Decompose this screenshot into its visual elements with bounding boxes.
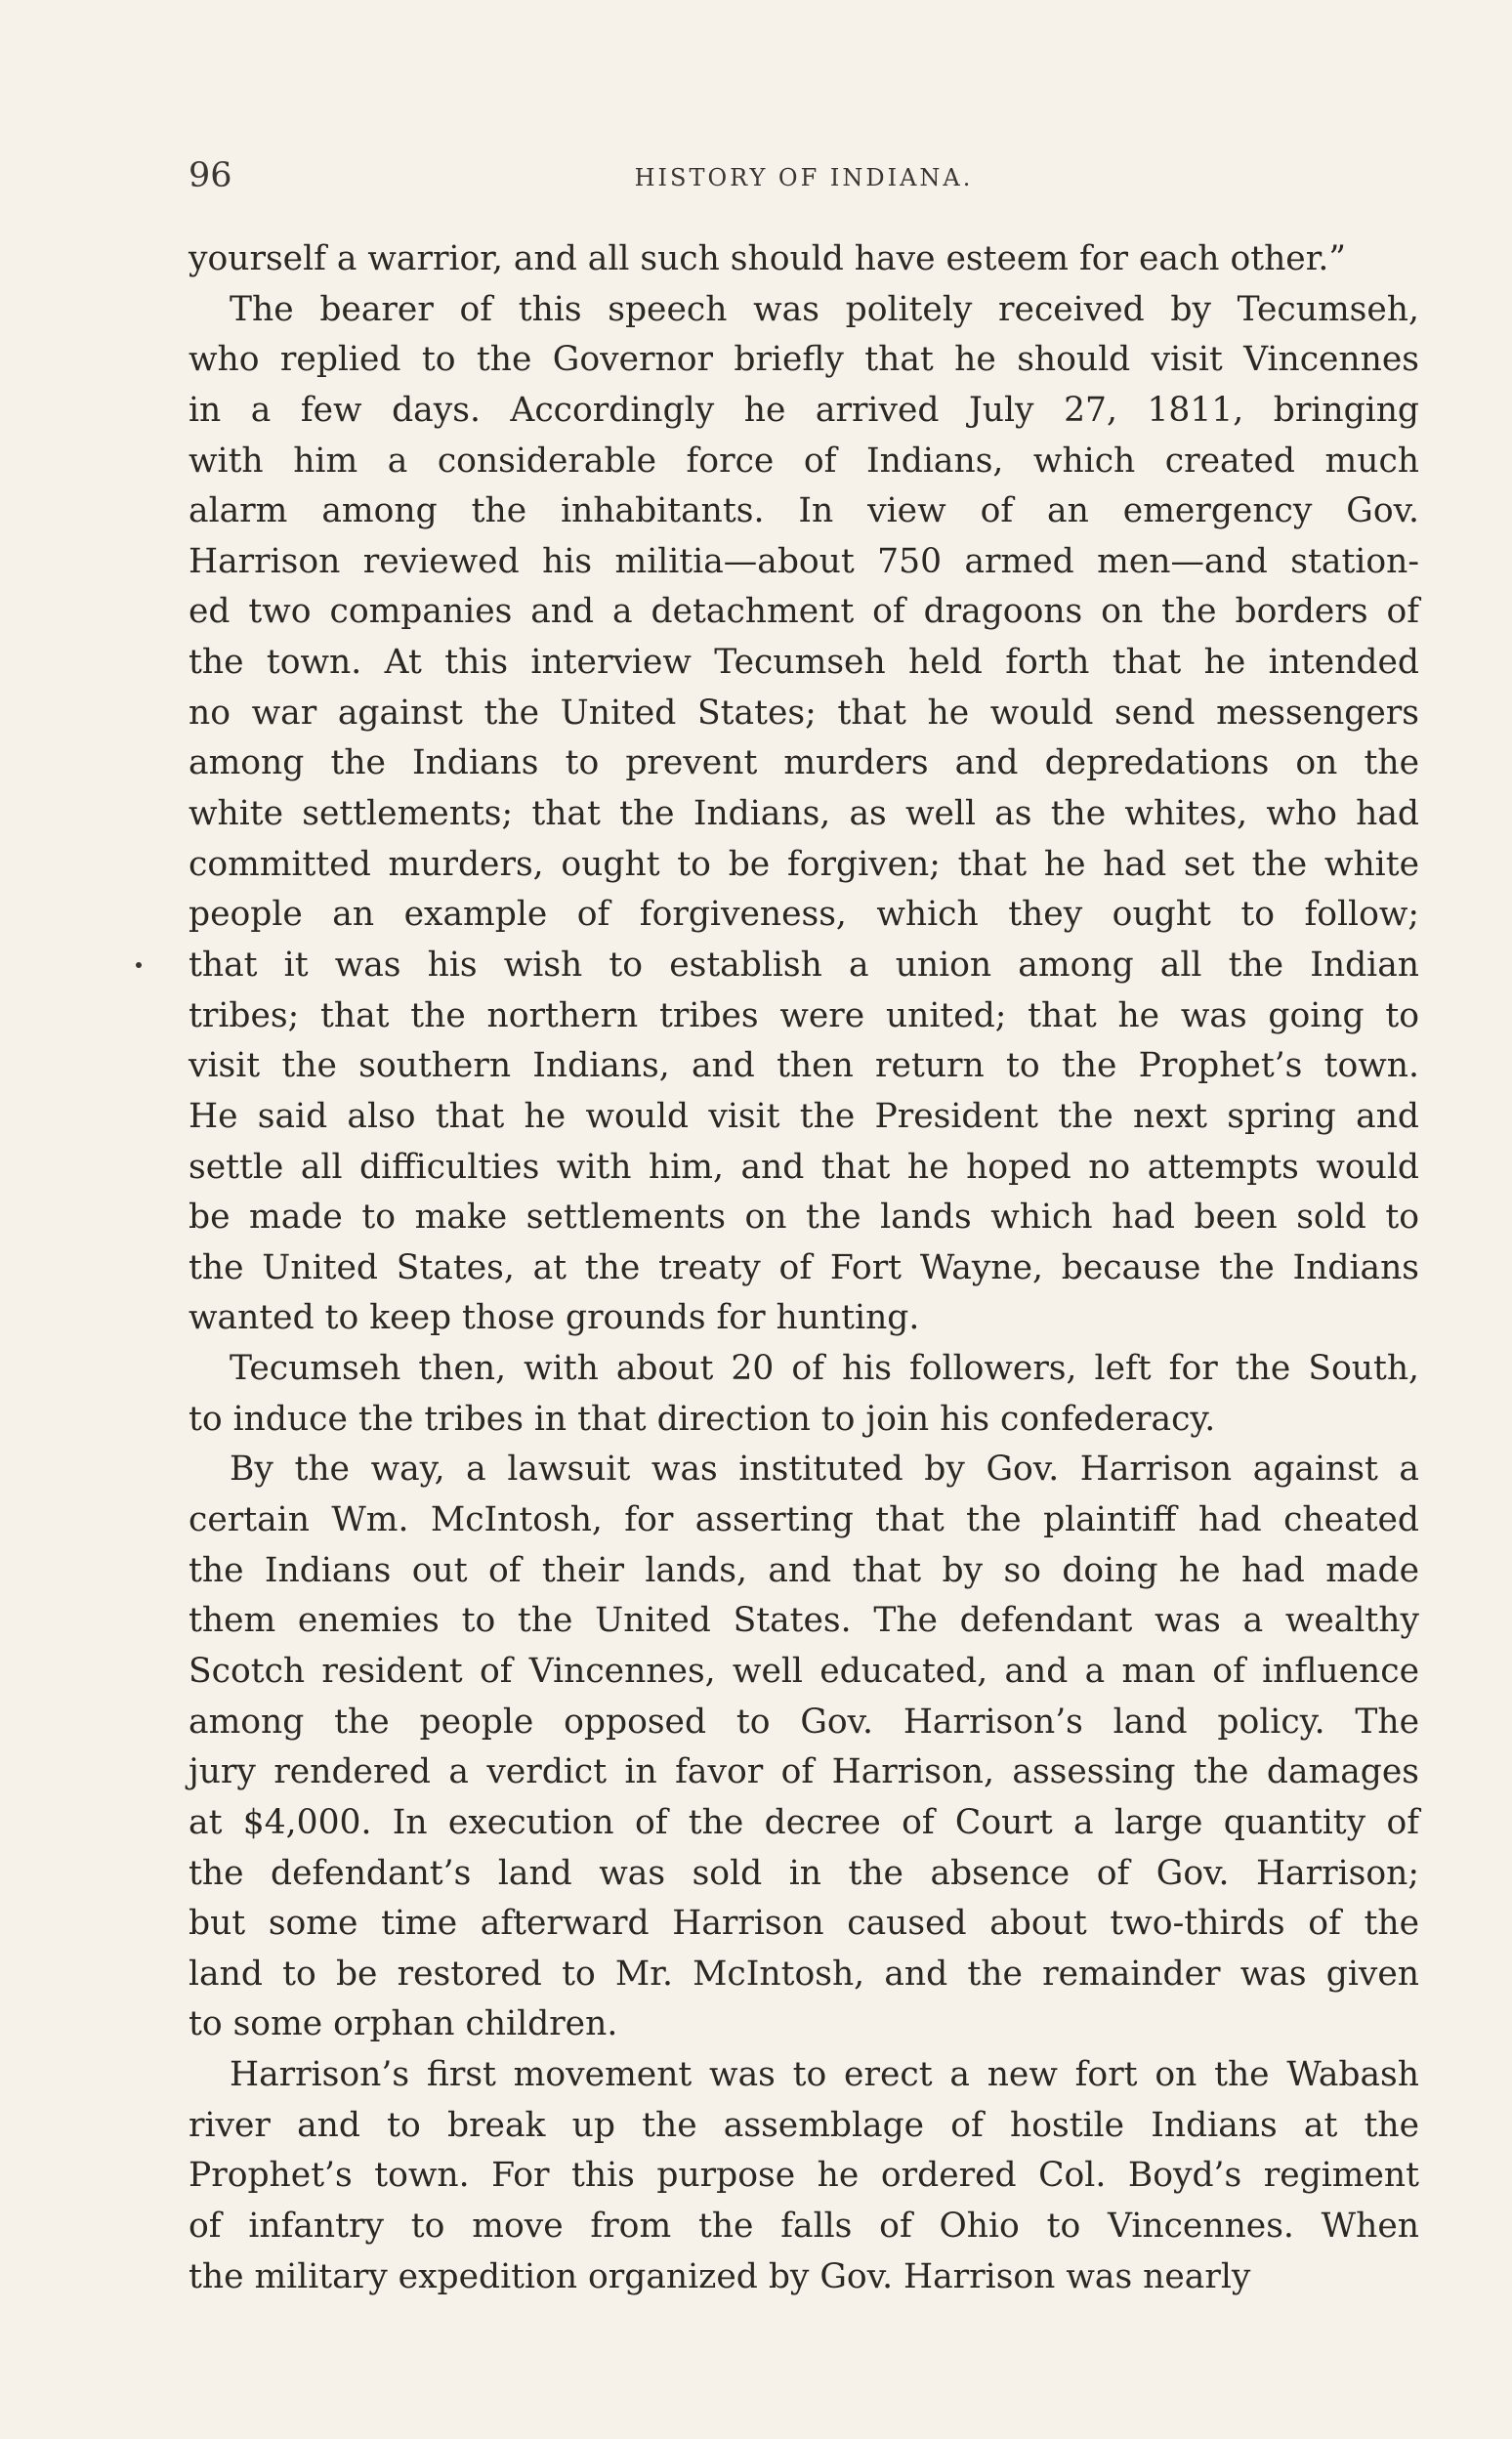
- text-line: tribes; that the northern tribes were united; that he was going to: [189, 995, 1419, 1035]
- text-line: no war against the United States; that he would send messengers: [189, 693, 1419, 733]
- text-line: jury rendered a verdict in favor of Harrison, assessing the damages: [189, 1752, 1419, 1792]
- text-line: Prophet’s town. For this purpose he ordered Col. Boyd’s regiment: [189, 2156, 1419, 2196]
- text-line: settle all difficulties with him, and that he hoped no attempts would: [189, 1147, 1419, 1187]
- text-line: white settlements; that the Indians, as well as the whites, who had: [189, 794, 1419, 834]
- text-line: ed two companies and a detachment of dragoons on the borders of: [189, 592, 1419, 632]
- body-text: [189, 234, 1419, 2302]
- text-line: who replied to the Governor briefly that he should visit Vincennes: [189, 340, 1419, 380]
- margin-mark: [136, 962, 142, 968]
- paragraph: [189, 234, 1419, 285]
- text-line: be made to make settlements on the lands which had been sold to: [189, 1198, 1419, 1238]
- text-line: committed murders, ought to be forgiven; that he had set the white: [189, 844, 1419, 884]
- text-line: among the people opposed to Gov. Harrison’s land policy. The: [189, 1702, 1419, 1742]
- text-line: wanted to keep those grounds for hunting.: [189, 1298, 920, 1338]
- text-line: The bearer of this speech was politely received by Tecumseh,: [230, 289, 1419, 329]
- paragraph: [189, 1445, 1419, 2050]
- text-line: in a few days. Accordingly he arrived July 27, 1811, bringing: [189, 390, 1419, 430]
- text-line: but some time afterward Harrison caused about two-thirds of the: [189, 1904, 1419, 1944]
- text-line: among the Indians to prevent murders and depredations on the: [189, 743, 1419, 783]
- text-line: to some orphan children.: [189, 2004, 618, 2044]
- text-line: them enemies to the United States. The defendant was a wealthy: [189, 1601, 1419, 1641]
- text-line: the defendant’s land was sold in the absence of Gov. Harrison;: [189, 1853, 1419, 1893]
- text-line: Scotch resident of Vincennes, well educated, and a man of influence: [189, 1651, 1419, 1691]
- paragraph: [189, 285, 1419, 1344]
- text-line: that it was his wish to establish a union among all the Indian: [189, 945, 1419, 985]
- text-line: the Indians out of their lands, and that by so doing he had made: [189, 1550, 1419, 1590]
- text-line: Harrison reviewed his militia—about 750 armed men—and station-: [189, 541, 1419, 581]
- page-number: 96: [189, 156, 232, 195]
- text-line: river and to break up the assemblage of hostile Indians at the: [189, 2105, 1419, 2145]
- text-line: at $4,000. In execution of the decree of Court a large quantity of: [189, 1802, 1419, 1842]
- text-line: the military expedition organized by Gov. Harrison was nearly: [189, 2256, 1251, 2296]
- paragraph: [189, 1344, 1419, 1445]
- text-line: alarm among the inhabitants. In view of an emergency Gov.: [189, 491, 1419, 531]
- text-line: certain Wm. McIntosh, for asserting that the plaintiff had cheated: [189, 1500, 1419, 1540]
- text-line: people an example of forgiveness, which they ought to follow;: [189, 895, 1419, 935]
- text-line: yourself a warrior, and all such should have esteem for each other.”: [189, 239, 1347, 278]
- text-line: Harrison’s first movement was to erect a new fort on the Wabash: [230, 2055, 1419, 2095]
- text-line: with him a considerable force of Indians, which created much: [189, 441, 1419, 481]
- text-line: of infantry to move from the falls of Ohio to Vincennes. When: [189, 2206, 1419, 2246]
- text-line: the town. At this interview Tecumseh held forth that he intended: [189, 643, 1419, 683]
- text-line: He said also that he would visit the President the next spring and: [189, 1096, 1419, 1136]
- text-line: to induce the tribes in that direction to join his confederacy.: [189, 1399, 1216, 1439]
- text-line: land to be restored to Mr. McIntosh, and the remainder was given: [189, 1954, 1419, 1994]
- running-head: [189, 154, 1419, 197]
- running-title: HISTORY OF INDIANA.: [634, 164, 974, 191]
- text-line: the United States, at the treaty of Fort Wayne, because the Indians: [189, 1247, 1419, 1287]
- text-line: By the way, a lawsuit was instituted by Gov. Harrison against a: [230, 1450, 1419, 1490]
- text-line: visit the southern Indians, and then return to the Prophet’s town.: [189, 1046, 1419, 1086]
- text-line: Tecumseh then, with about 20 of his followers, left for the South,: [230, 1349, 1419, 1389]
- paragraph: [189, 2050, 1419, 2302]
